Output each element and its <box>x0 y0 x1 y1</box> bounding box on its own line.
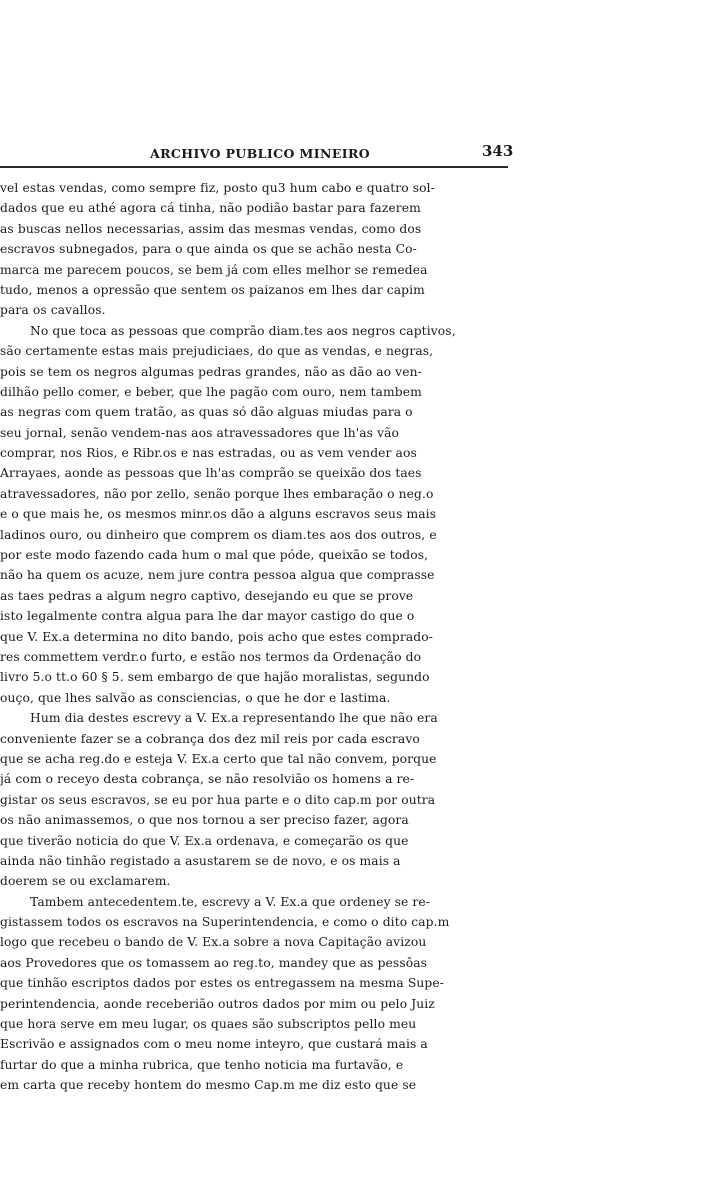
text-line: são certamente estas mais prejudiciaes, do que as vendas, e negras, <box>0 344 434 359</box>
text-line: Arrayaes, aonde as pessoas que lh'as comprão se queixão dos taes <box>0 466 422 481</box>
text-line: dados que eu athé agora cá tinha, não podião bastar para fazerem <box>0 201 421 216</box>
text-line: Tambem antecedentem.te, escrevy a V. Ex.a que ordeney se re- <box>30 894 431 909</box>
text-line: e o que mais he, os mesmos minr.os dão a alguns escravos seus mais <box>0 507 437 522</box>
text-line: doerem se ou exclamarem. <box>0 874 171 889</box>
text-line: pois se tem os negros algumas pedras grandes, não as dão ao ven- <box>0 364 422 379</box>
text-line: aos Provedores que os tomassem ao reg.to, mandey que as pessôas <box>0 955 428 970</box>
text-line: já com o receyo desta cobrança, se não resolvião os homens a re- <box>0 772 415 787</box>
text-line: Hum dia destes escrevy a V. Ex.a representando lhe que não era <box>30 711 438 726</box>
text-line: furtar do que a minha rubrica, que tenho noticia ma furtavão, e <box>0 1057 404 1072</box>
text-line: que tiverão noticia do que V. Ex.a ordenava, e começarão os que <box>0 833 409 848</box>
text-line: escravos subnegados, para o que ainda os que se achão nesta Co- <box>0 242 417 257</box>
text-line: os não animassemos, o que nos tornou a ser preciso fazer, agora <box>0 813 409 828</box>
text-line: dilhão pello comer, e beber, que lhe pagão com ouro, nem tambem <box>0 384 422 399</box>
header-rule <box>0 166 508 168</box>
text-line: perintendencia, aonde receberião outros dados por mim ou pelo Juiz <box>0 996 435 1011</box>
text-line: gistar os seus escravos, se eu por hua parte e o dito cap.m por outra <box>0 792 436 807</box>
text-line: que hora serve em meu lugar, os quaes são subscriptos pello meu <box>0 1017 417 1032</box>
text-line: Escrivão e assignados com o meu nome inteyro, que custará mais a <box>0 1037 428 1052</box>
running-title: ARCHIVO PUBLICO MINEIRO <box>150 146 371 161</box>
text-line: marca me parecem poucos, se bem já com elles melhor se remedea <box>0 262 428 277</box>
text-line: res commettem verdr.o furto, e estão nos termos da Ordenação do <box>0 649 422 664</box>
text-line: comprar, nos Rios, e Ribr.os e nas estradas, ou as vem vender aos <box>0 446 417 461</box>
body-text <box>0 178 510 1096</box>
text-line: as taes pedras a algum negro captivo, desejando eu que se prove <box>0 588 414 603</box>
text-line: por este modo fazendo cada hum o mal que póde, queixão se todos, <box>0 548 429 563</box>
text-line: as negras com quem tratão, as quas só dão alguas miudas para o <box>0 405 413 420</box>
text-line: não ha quem os acuze, nem jure contra pessoa algua que comprasse <box>0 568 435 583</box>
text-line: No que toca as pessoas que comprão diam.tes aos negros captivos, <box>30 323 456 338</box>
text-line: ainda não tinhão registado a asustarem se de novo, e os mais a <box>0 853 401 868</box>
text-line: seu jornal, senão vendem-nas aos atravessadores que lh'as vão <box>0 425 400 440</box>
text-line: para os cavallos. <box>0 303 106 318</box>
text-line: atravessadores, não por zello, senão porque lhes embaração o neg.o <box>0 486 434 501</box>
text-line: ouço, que lhes salvão as consciencias, o que he dor e lastima. <box>0 690 391 705</box>
text-line: isto legalmente contra algua para lhe dar mayor castigo do que o <box>0 609 415 624</box>
text-line: que V. Ex.a determina no dito bando, pois acho que estes comprado- <box>0 629 434 644</box>
text-line: gistassem todos os escravos na Superintendencia, e como o dito cap.m <box>0 915 450 930</box>
text-line: vel estas vendas, como sempre fiz, posto qu3 hum cabo e quatro sol- <box>0 181 435 195</box>
page-number: 343 <box>482 142 514 160</box>
text-line: que tinhão escriptos dados por estes os entregassem na mesma Supe- <box>0 976 444 991</box>
text-line: livro 5.o tt.o 60 § 5. sem embargo de que hajão moralistas, segundo <box>0 670 430 685</box>
text-line: tudo, menos a opressão que sentem os paizanos em lhes dar capim <box>0 282 425 297</box>
text-line: que se acha reg.do e esteja V. Ex.a certo que tal não convem, porque <box>0 751 437 766</box>
text-line: conveniente fazer se a cobrança dos dez mil reis por cada escravo <box>0 731 420 746</box>
text-line: logo que recebeu o bando de V. Ex.a sobre a nova Capitação avizou <box>0 935 427 950</box>
text-line: as buscas nellos necessarias, assim das mesmas vendas, como dos <box>0 221 422 236</box>
text-line: ladinos ouro, ou dinheiro que comprem os diam.tes aos dos outros, e <box>0 527 437 542</box>
text-line: em carta que receby hontem do mesmo Cap.m me diz esto que se <box>0 1078 417 1093</box>
